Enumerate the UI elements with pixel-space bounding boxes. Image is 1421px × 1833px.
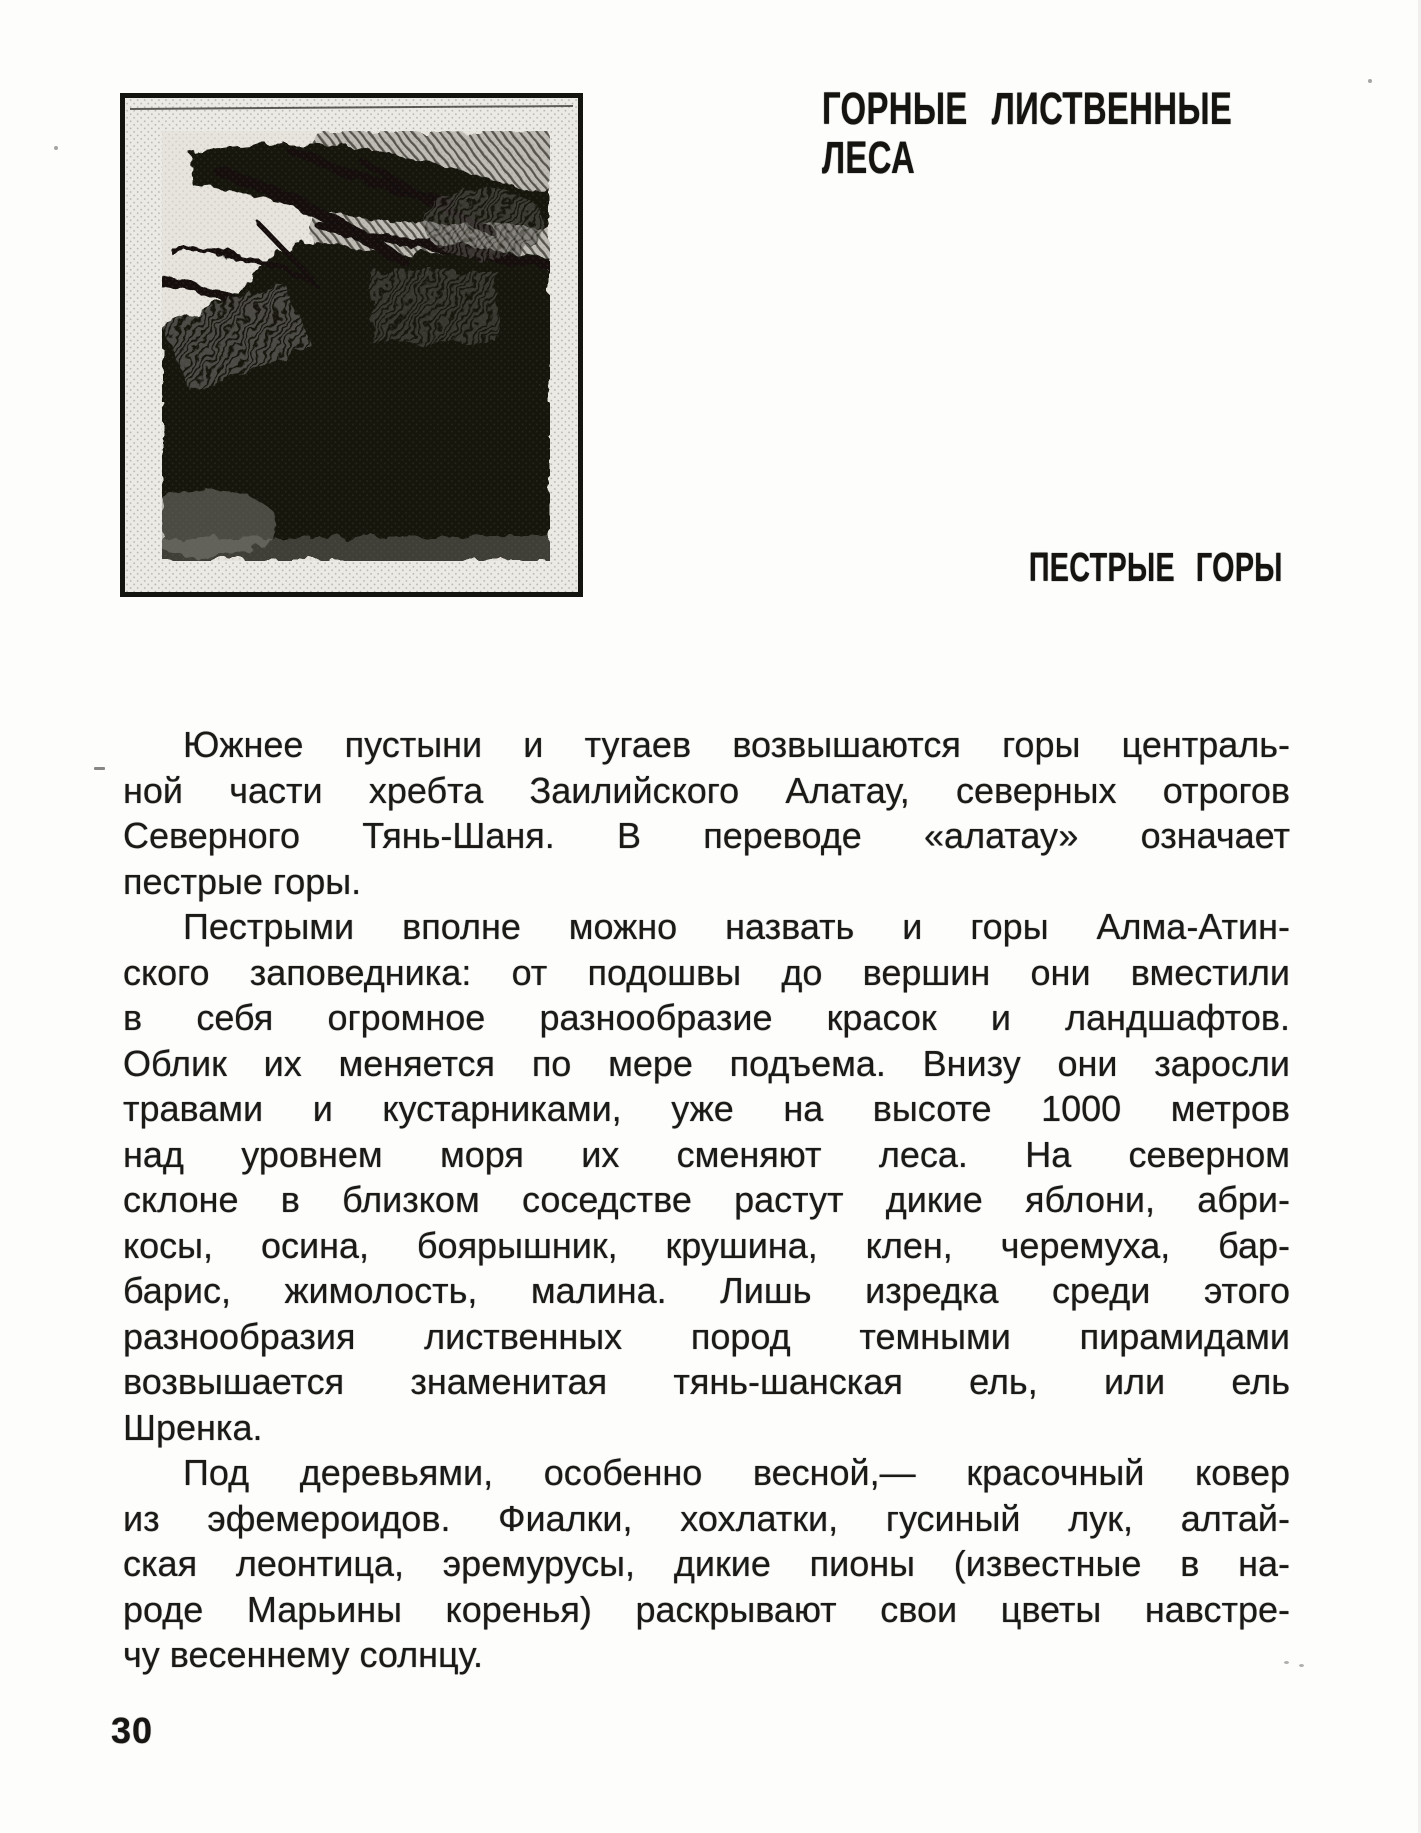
text-line: чу весеннему солнцу. — [123, 1634, 483, 1675]
text-line: травами и кустарниками, уже на высоте 1000 метров — [123, 1088, 1290, 1129]
photo-frame — [120, 93, 583, 597]
text-line: барис, жимолость, малина. Лишь изредка среди этого — [123, 1270, 1290, 1311]
text-line: Северного Тянь-Шаня. В переводе «алатау» означает — [123, 815, 1290, 856]
text-line: ной части хребта Заилийского Алатау, северных отрогов — [123, 769, 1290, 811]
chapter-title-line-2: ЛЕСА — [822, 132, 916, 183]
forest-photo — [120, 93, 583, 597]
text-line: пестрые горы. — [123, 860, 362, 902]
text-line: возвышается знаменитая тянь-шанская ель, или ель — [123, 1361, 1290, 1402]
text-line: склоне в близком соседстве растут дикие яблони, абри- — [123, 1179, 1290, 1220]
text-line: Пестрыми вполне можно назвать и горы Алма-Атин- — [183, 906, 1290, 947]
page-number: 30 — [111, 1710, 154, 1751]
section-title — [920, 545, 1283, 589]
scan-speck — [1284, 1661, 1289, 1664]
scan-speck — [94, 767, 105, 770]
text-line: над уровнем моря их сменяют леса. На северном — [123, 1133, 1290, 1175]
text-line: косы, осина, боярышник, крушина, клен, черемуха, бар- — [123, 1224, 1290, 1266]
chapter-title-line-1: ГОРНЫЕ ЛИСТВЕННЫЕ — [822, 83, 1233, 134]
text-line: Южнее пустыни и тугаев возвышаются горы централь- — [183, 724, 1290, 765]
text-line: Шренка. — [123, 1406, 263, 1448]
text-line: разнообразия лиственных пород темными пирамидами — [123, 1315, 1290, 1357]
body-text — [123, 722, 1290, 1678]
text-line: роде Марьины коренья) раскрывают свои цветы навстре- — [123, 1588, 1290, 1630]
text-line: из эфемероидов. Фиалки, хохлатки, гусиный лук, алтай- — [123, 1497, 1290, 1539]
text-line: Облик их меняется по мере подъема. Внизу они заросли — [123, 1042, 1290, 1084]
section-title-text: ПЕСТРЫЕ ГОРЫ — [1029, 544, 1283, 590]
scan-speck — [1299, 1664, 1304, 1667]
text-line: Под деревьями, особенно весной,— красочный ковер — [183, 1452, 1290, 1493]
text-line: ская леонтица, эремурусы, дикие пионы (известные в на- — [123, 1543, 1290, 1584]
scan-speck — [54, 146, 58, 150]
chapter-title — [822, 84, 1384, 182]
text-line: ского заповедника: от подошвы до вершин они вместили — [123, 951, 1290, 993]
scan-speck — [1368, 79, 1372, 83]
text-line: в себя огромное разнообразие красок и ландшафтов. — [123, 997, 1290, 1038]
